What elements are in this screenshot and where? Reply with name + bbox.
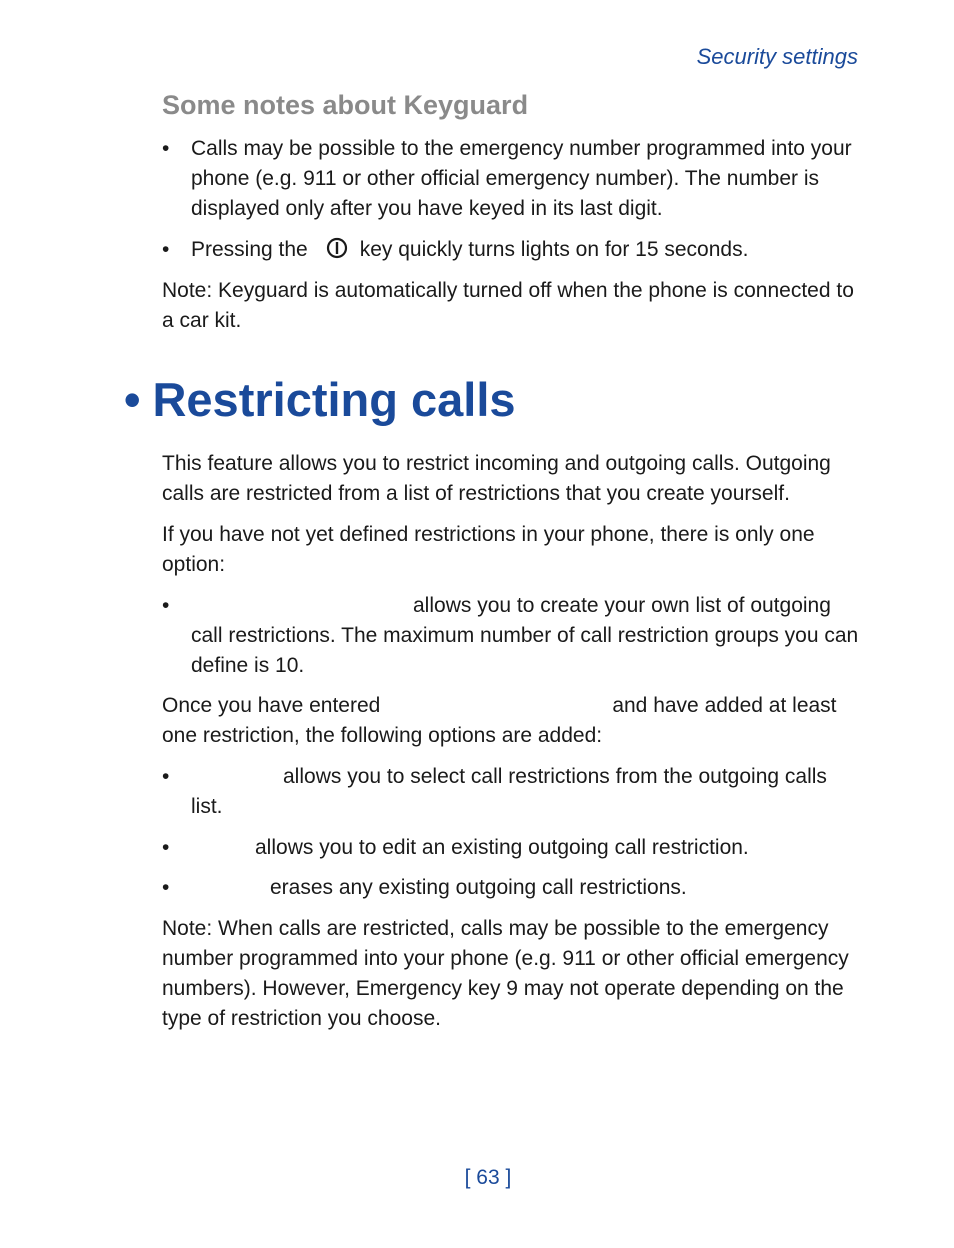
bullet-text-edit (191, 833, 862, 863)
running-head: Security settings (696, 44, 858, 69)
section-title (124, 372, 516, 427)
bullet-erase-restrictions (162, 873, 862, 903)
bullet-text-define (191, 591, 862, 681)
bullet-dot: • (162, 765, 170, 788)
once-after-text: and have added at least one restriction, the following options are added: (162, 694, 837, 747)
bullet-dot: • (162, 876, 170, 899)
once-before-text: Once you have entered (162, 694, 381, 717)
page-number: [ 63 ] (464, 1166, 512, 1189)
bullet-select-restrictions (162, 762, 862, 822)
define-text: allows you to create your own list of outgoing call restrictions. The maximum number of call restriction groups you can define is 10. (191, 594, 859, 677)
erase-text: erases any existing outgoing call restrictions. (270, 876, 687, 899)
keyguard-bullet-emergency (162, 134, 862, 224)
restricting-note: Note: When calls are restricted, calls may be possible to the emergency number programmed into your phone (e.g. 911 or other official emergency numbers). However, Emergency key 9 may not operate depending on the type of restriction you choose. (162, 917, 849, 1030)
select-text: allows you to select call restrictions from the outgoing calls list. (191, 765, 827, 818)
restricting-intro: This feature allows you to restrict incoming and outgoing calls. Outgoing calls are restricted from a list of restrictions that you create yourself. (162, 452, 831, 505)
restricting-once-entered (162, 691, 862, 751)
keyguard-note: Note: Keyguard is automatically turned off when the phone is connected to a car kit. (162, 279, 854, 332)
keyguard-notes-heading: Some notes about Keyguard (162, 90, 529, 120)
pressing-after-text: key quickly turns lights on for 15 seconds. (359, 238, 749, 261)
bullet-define-restrictions (162, 591, 862, 681)
bullet-text-select (191, 762, 862, 822)
bullet-text-lights (191, 235, 862, 265)
edit-text: allows you to edit an existing outgoing call restriction. (255, 836, 749, 859)
keyguard-bullet-lights (162, 235, 862, 265)
power-key-icon (326, 237, 348, 259)
bullet-dot: • (162, 238, 170, 261)
bullet-dot: • (162, 594, 170, 617)
pressing-before-text: Pressing the (191, 238, 308, 261)
bullet-edit-restriction (162, 833, 862, 863)
bullet-text-erase (191, 873, 862, 903)
bullet-dot: • (162, 137, 170, 160)
title-bullet: • (124, 373, 141, 426)
section-title-text: Restricting calls (152, 373, 516, 426)
restricting-no-restrictions: If you have not yet defined restrictions in your phone, there is only one option: (162, 523, 815, 576)
bullet-dot: • (162, 836, 170, 859)
bullet-text: Calls may be possible to the emergency number programmed into your phone (e.g. 911 or other official emergency number). The number is displayed only after you have keyed in its last digit. (191, 137, 852, 220)
